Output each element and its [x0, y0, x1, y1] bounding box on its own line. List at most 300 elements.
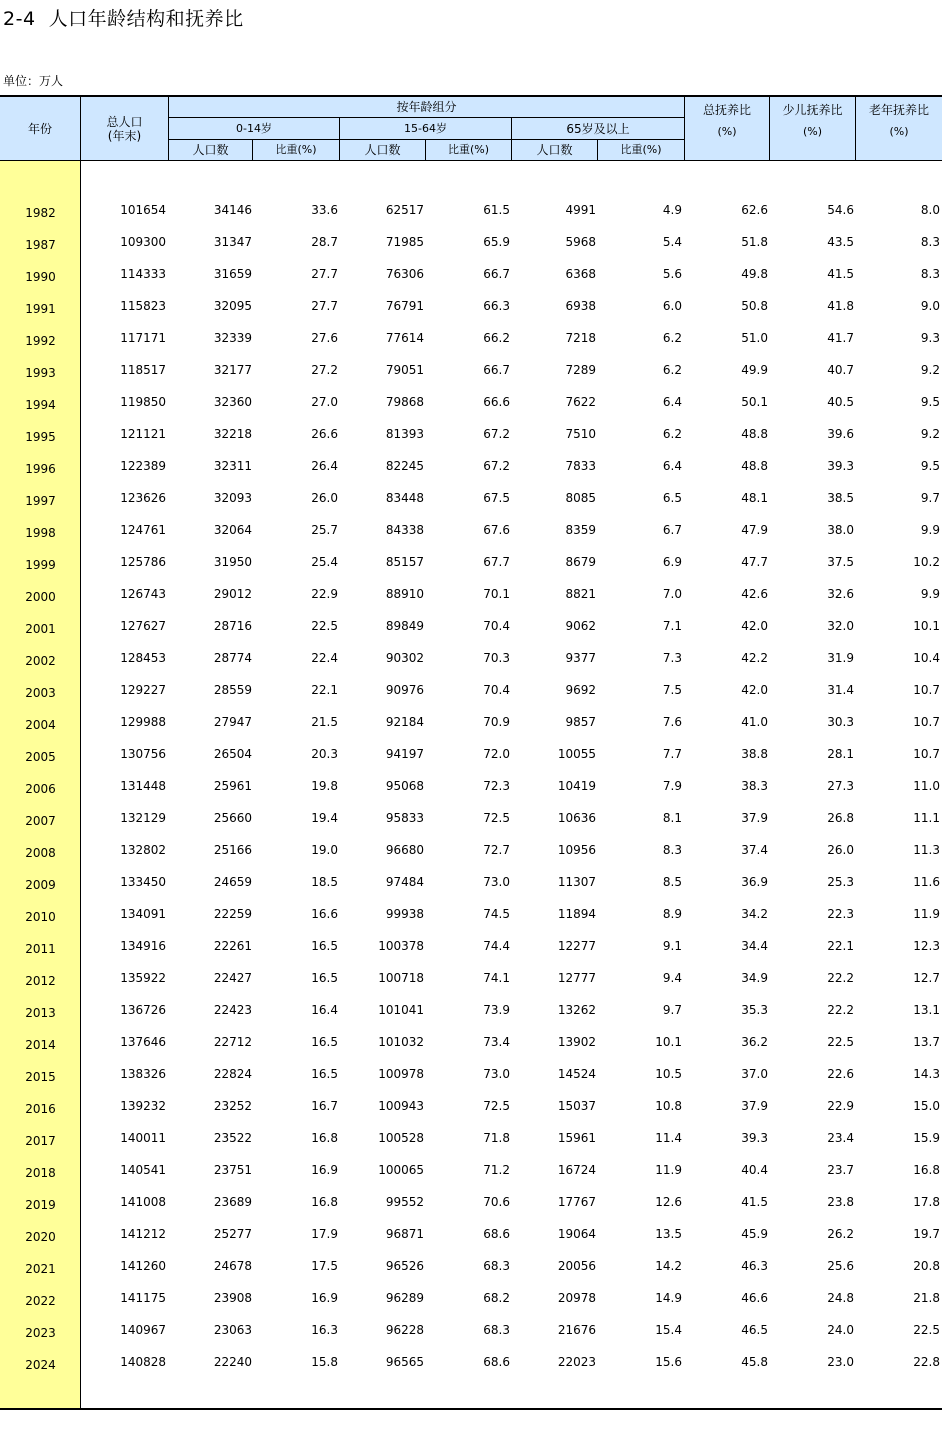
cell-pop-65-plus: 12777	[557, 971, 596, 985]
cell-pop-15-64: 85157	[385, 555, 424, 569]
cell-pop-65-plus: 8821	[565, 587, 596, 601]
cell-child-dependency: 26.0	[827, 843, 854, 857]
table-row	[0, 393, 942, 425]
cell-share-15-64: 68.6	[483, 1227, 510, 1241]
cell-child-dependency: 25.3	[827, 875, 854, 889]
cell-old-dependency: 9.5	[920, 395, 940, 409]
table-row	[0, 1353, 942, 1385]
cell-pop-15-64: 94197	[385, 747, 424, 761]
cell-total-dependency: 42.2	[741, 651, 768, 665]
table-row	[0, 617, 942, 649]
cell-total-dependency: 48.1	[741, 491, 768, 505]
cell-pop-15-64: 100378	[378, 939, 424, 953]
cell-pop-65-plus: 20978	[557, 1291, 596, 1305]
cell-total-dependency: 50.1	[741, 395, 768, 409]
cell-pop-0-14: 25961	[213, 779, 252, 793]
cell-old-dependency: 12.3	[913, 939, 940, 953]
cell-share-65-plus: 8.3	[662, 843, 682, 857]
table-row	[0, 905, 942, 937]
cell-pop-15-64: 100978	[378, 1067, 424, 1081]
cell-pop-0-14: 22240	[213, 1355, 252, 1369]
cell-pop-15-64: 79051	[385, 363, 424, 377]
cell-pop-65-plus: 9692	[565, 683, 596, 697]
cell-year: 1990	[25, 270, 56, 284]
cell-pop-0-14: 32311	[213, 459, 252, 473]
table-row	[0, 489, 942, 521]
cell-total-population: 128453	[120, 651, 166, 665]
cell-pop-15-64: 90302	[385, 651, 424, 665]
table-row	[0, 457, 942, 489]
cell-old-dependency: 10.4	[913, 651, 940, 665]
cell-share-65-plus: 6.7	[662, 523, 682, 537]
cell-year: 2003	[25, 686, 56, 700]
cell-old-dependency: 13.1	[913, 1003, 940, 1017]
cell-old-dependency: 8.0	[920, 203, 940, 217]
header-age-group: 按年龄组分	[396, 100, 457, 114]
cell-pop-15-64: 96565	[385, 1355, 424, 1369]
cell-pop-0-14: 25166	[213, 843, 252, 857]
header-pop-15-64: 人口数	[364, 143, 401, 157]
cell-share-0-14: 16.5	[311, 971, 338, 985]
cell-old-dependency: 10.2	[913, 555, 940, 569]
cell-pop-65-plus: 9062	[565, 619, 596, 633]
cell-year: 2012	[25, 974, 56, 988]
cell-share-15-64: 67.7	[483, 555, 510, 569]
header-total-dependency: 总抚养比	[702, 103, 751, 117]
cell-share-65-plus: 5.4	[662, 235, 682, 249]
cell-share-15-64: 67.2	[483, 427, 510, 441]
cell-pop-65-plus: 15037	[557, 1099, 596, 1113]
cell-pop-0-14: 28716	[213, 619, 252, 633]
cell-child-dependency: 31.4	[827, 683, 854, 697]
cell-child-dependency: 23.4	[827, 1131, 854, 1145]
cell-pop-0-14: 32093	[213, 491, 252, 505]
cell-pop-65-plus: 22023	[557, 1355, 596, 1369]
cell-pop-15-64: 77614	[385, 331, 424, 345]
cell-total-dependency: 45.9	[741, 1227, 768, 1241]
cell-pop-15-64: 79868	[385, 395, 424, 409]
cell-total-dependency: 42.0	[741, 683, 768, 697]
cell-old-dependency: 22.8	[913, 1355, 940, 1369]
table-row	[0, 265, 942, 297]
cell-pop-0-14: 29012	[213, 587, 252, 601]
cell-pop-0-14: 32095	[213, 299, 252, 313]
cell-old-dependency: 19.7	[913, 1227, 940, 1241]
cell-total-population: 132802	[120, 843, 166, 857]
cell-child-dependency: 38.0	[827, 523, 854, 537]
cell-total-population: 123626	[120, 491, 166, 505]
cell-share-0-14: 16.4	[311, 1003, 338, 1017]
cell-pop-15-64: 99938	[385, 907, 424, 921]
cell-old-dependency: 9.5	[920, 459, 940, 473]
cell-total-dependency: 37.4	[741, 843, 768, 857]
cell-total-population: 129988	[120, 715, 166, 729]
cell-total-population: 140541	[120, 1163, 166, 1177]
cell-total-population: 117171	[120, 331, 166, 345]
cell-total-population: 127627	[120, 619, 166, 633]
cell-share-15-64: 70.1	[483, 587, 510, 601]
cell-year: 2008	[25, 846, 56, 860]
cell-total-dependency: 37.9	[741, 811, 768, 825]
cell-pop-0-14: 32339	[213, 331, 252, 345]
cell-child-dependency: 25.6	[827, 1259, 854, 1273]
cell-share-15-64: 74.1	[483, 971, 510, 985]
cell-old-dependency: 11.1	[913, 811, 940, 825]
cell-share-15-64: 72.0	[483, 747, 510, 761]
table-row	[0, 681, 942, 713]
cell-pop-0-14: 23063	[213, 1323, 252, 1337]
cell-pop-0-14: 31347	[213, 235, 252, 249]
header-group-15-64: 15-64岁	[404, 121, 447, 135]
cell-total-dependency: 39.3	[741, 1131, 768, 1145]
cell-share-65-plus: 10.5	[655, 1067, 682, 1081]
cell-child-dependency: 32.6	[827, 587, 854, 601]
cell-old-dependency: 8.3	[920, 235, 940, 249]
cell-share-65-plus: 6.4	[662, 395, 682, 409]
cell-pop-0-14: 32064	[213, 523, 252, 537]
cell-share-0-14: 22.1	[311, 683, 338, 697]
cell-old-dependency: 11.6	[913, 875, 940, 889]
cell-total-population: 137646	[120, 1035, 166, 1049]
cell-share-15-64: 66.3	[483, 299, 510, 313]
cell-child-dependency: 31.9	[827, 651, 854, 665]
cell-child-dependency: 26.8	[827, 811, 854, 825]
cell-share-65-plus: 10.1	[655, 1035, 682, 1049]
cell-share-15-64: 71.2	[483, 1163, 510, 1177]
cell-share-65-plus: 13.5	[655, 1227, 682, 1241]
cell-year: 2000	[25, 590, 56, 604]
cell-total-dependency: 45.8	[741, 1355, 768, 1369]
cell-total-population: 119850	[120, 395, 166, 409]
cell-old-dependency: 10.1	[913, 619, 940, 633]
cell-share-15-64: 72.7	[483, 843, 510, 857]
cell-share-65-plus: 14.9	[655, 1291, 682, 1305]
cell-pop-0-14: 23751	[213, 1163, 252, 1177]
cell-share-0-14: 16.5	[311, 1067, 338, 1081]
cell-pop-15-64: 84338	[385, 523, 424, 537]
cell-year: 1991	[25, 302, 56, 316]
cell-total-dependency: 49.9	[741, 363, 768, 377]
cell-child-dependency: 22.6	[827, 1067, 854, 1081]
cell-share-15-64: 70.4	[483, 619, 510, 633]
header-old-dependency-unit: (%)	[889, 125, 909, 138]
cell-child-dependency: 24.0	[827, 1323, 854, 1337]
cell-total-population: 140828	[120, 1355, 166, 1369]
table-row	[0, 521, 942, 553]
cell-old-dependency: 10.7	[913, 683, 940, 697]
cell-pop-15-64: 95068	[385, 779, 424, 793]
cell-year: 1995	[25, 430, 56, 444]
cell-pop-0-14: 22427	[213, 971, 252, 985]
cell-year: 2017	[25, 1134, 56, 1148]
cell-total-population: 125786	[120, 555, 166, 569]
cell-pop-0-14: 24678	[213, 1259, 252, 1273]
cell-year: 2001	[25, 622, 56, 636]
cell-child-dependency: 32.0	[827, 619, 854, 633]
cell-share-65-plus: 14.2	[655, 1259, 682, 1273]
cell-share-0-14: 19.4	[311, 811, 338, 825]
cell-year: 2004	[25, 718, 56, 732]
cell-old-dependency: 17.8	[913, 1195, 940, 1209]
cell-pop-65-plus: 7289	[565, 363, 596, 377]
cell-total-population: 114333	[120, 267, 166, 281]
cell-year: 2016	[25, 1102, 56, 1116]
cell-total-dependency: 47.9	[741, 523, 768, 537]
header-total-dependency-unit: (%)	[717, 125, 737, 138]
cell-total-population: 134091	[120, 907, 166, 921]
cell-pop-0-14: 22423	[213, 1003, 252, 1017]
table-row	[0, 937, 942, 969]
table-row	[0, 425, 942, 457]
cell-total-population: 136726	[120, 1003, 166, 1017]
cell-share-0-14: 16.6	[311, 907, 338, 921]
cell-pop-65-plus: 7510	[565, 427, 596, 441]
cell-total-dependency: 46.5	[741, 1323, 768, 1337]
cell-pop-65-plus: 9377	[565, 651, 596, 665]
cell-share-0-14: 25.7	[311, 523, 338, 537]
table-row	[0, 329, 942, 361]
cell-total-dependency: 41.0	[741, 715, 768, 729]
cell-share-65-plus: 6.2	[662, 331, 682, 345]
cell-share-15-64: 67.2	[483, 459, 510, 473]
cell-child-dependency: 22.9	[827, 1099, 854, 1113]
cell-pop-65-plus: 11894	[557, 907, 596, 921]
table-row	[0, 1097, 942, 1129]
cell-old-dependency: 14.3	[913, 1067, 940, 1081]
cell-year: 2011	[25, 942, 56, 956]
cell-share-0-14: 16.7	[311, 1099, 338, 1113]
cell-share-0-14: 28.7	[311, 235, 338, 249]
cell-share-0-14: 27.6	[311, 331, 338, 345]
cell-pop-15-64: 82245	[385, 459, 424, 473]
cell-old-dependency: 9.2	[920, 427, 940, 441]
header-old-dependency: 老年抚养比	[868, 103, 929, 117]
cell-share-15-64: 68.2	[483, 1291, 510, 1305]
cell-share-0-14: 16.5	[311, 1035, 338, 1049]
cell-pop-0-14: 32218	[213, 427, 252, 441]
cell-child-dependency: 39.3	[827, 459, 854, 473]
cell-pop-0-14: 31659	[213, 267, 252, 281]
cell-pop-65-plus: 8679	[565, 555, 596, 569]
cell-share-65-plus: 6.4	[662, 459, 682, 473]
cell-child-dependency: 22.3	[827, 907, 854, 921]
cell-child-dependency: 54.6	[827, 203, 854, 217]
cell-year: 2022	[25, 1294, 56, 1308]
cell-year: 1987	[25, 238, 56, 252]
cell-pop-65-plus: 10419	[557, 779, 596, 793]
cell-pop-15-64: 71985	[385, 235, 424, 249]
header-share-65-plus: 比重(%)	[620, 143, 662, 156]
cell-pop-15-64: 100943	[378, 1099, 424, 1113]
cell-share-15-64: 66.7	[483, 363, 510, 377]
cell-pop-15-64: 96526	[385, 1259, 424, 1273]
cell-total-dependency: 46.6	[741, 1291, 768, 1305]
cell-share-65-plus: 11.9	[655, 1163, 682, 1177]
table-bottom-rule	[0, 1408, 942, 1410]
cell-old-dependency: 16.8	[913, 1163, 940, 1177]
cell-child-dependency: 38.5	[827, 491, 854, 505]
cell-year: 2010	[25, 910, 56, 924]
cell-old-dependency: 13.7	[913, 1035, 940, 1049]
cell-pop-0-14: 28774	[213, 651, 252, 665]
cell-pop-65-plus: 20056	[557, 1259, 596, 1273]
cell-share-65-plus: 15.4	[655, 1323, 682, 1337]
cell-child-dependency: 30.3	[827, 715, 854, 729]
cell-share-65-plus: 8.9	[662, 907, 682, 921]
cell-old-dependency: 9.9	[920, 587, 940, 601]
cell-old-dependency: 9.7	[920, 491, 940, 505]
cell-total-population: 140967	[120, 1323, 166, 1337]
cell-share-0-14: 27.7	[311, 267, 338, 281]
header-group-0-14: 0-14岁	[236, 121, 272, 135]
cell-share-65-plus: 7.7	[662, 747, 682, 761]
cell-pop-65-plus: 9857	[565, 715, 596, 729]
cell-child-dependency: 39.6	[827, 427, 854, 441]
cell-share-0-14: 16.9	[311, 1163, 338, 1177]
cell-child-dependency: 22.1	[827, 939, 854, 953]
cell-child-dependency: 41.7	[827, 331, 854, 345]
cell-pop-65-plus: 13262	[557, 1003, 596, 1017]
cell-total-population: 139232	[120, 1099, 166, 1113]
cell-old-dependency: 10.7	[913, 715, 940, 729]
table-row	[0, 1001, 942, 1033]
cell-old-dependency: 11.0	[913, 779, 940, 793]
cell-pop-15-64: 100528	[378, 1131, 424, 1145]
cell-pop-0-14: 32360	[213, 395, 252, 409]
cell-share-0-14: 16.8	[311, 1195, 338, 1209]
cell-pop-65-plus: 16724	[557, 1163, 596, 1177]
cell-pop-65-plus: 11307	[557, 875, 596, 889]
cell-pop-65-plus: 7833	[565, 459, 596, 473]
table-row	[0, 201, 942, 233]
cell-total-dependency: 34.2	[741, 907, 768, 921]
cell-total-dependency: 51.8	[741, 235, 768, 249]
cell-old-dependency: 9.0	[920, 299, 940, 313]
cell-share-15-64: 70.9	[483, 715, 510, 729]
cell-total-dependency: 50.8	[741, 299, 768, 313]
cell-pop-15-64: 83448	[385, 491, 424, 505]
cell-pop-65-plus: 10636	[557, 811, 596, 825]
table-row	[0, 649, 942, 681]
cell-total-dependency: 42.0	[741, 619, 768, 633]
cell-share-0-14: 26.4	[311, 459, 338, 473]
cell-share-15-64: 72.5	[483, 811, 510, 825]
table-row	[0, 777, 942, 809]
cell-share-65-plus: 6.0	[662, 299, 682, 313]
cell-share-65-plus: 7.3	[662, 651, 682, 665]
cell-total-population: 129227	[120, 683, 166, 697]
cell-pop-0-14: 24659	[213, 875, 252, 889]
cell-year: 2014	[25, 1038, 56, 1052]
cell-share-0-14: 16.3	[311, 1323, 338, 1337]
cell-pop-65-plus: 14524	[557, 1067, 596, 1081]
cell-old-dependency: 15.0	[913, 1099, 940, 1113]
header-group-65-plus: 65岁及以上	[566, 121, 630, 136]
cell-share-0-14: 20.3	[311, 747, 338, 761]
cell-pop-65-plus: 10956	[557, 843, 596, 857]
cell-share-0-14: 33.6	[311, 203, 338, 217]
table-row	[0, 1225, 942, 1257]
cell-share-15-64: 66.2	[483, 331, 510, 345]
table-row	[0, 361, 942, 393]
cell-total-population: 133450	[120, 875, 166, 889]
cell-total-population: 130756	[120, 747, 166, 761]
cell-share-65-plus: 12.6	[655, 1195, 682, 1209]
cell-year: 1999	[25, 558, 56, 572]
cell-share-65-plus: 4.9	[662, 203, 682, 217]
cell-pop-0-14: 22824	[213, 1067, 252, 1081]
page-title: 2-4 人口年龄结构和抚养比	[3, 8, 244, 30]
table-row	[0, 873, 942, 905]
cell-pop-0-14: 23689	[213, 1195, 252, 1209]
cell-total-population: 124761	[120, 523, 166, 537]
cell-share-0-14: 16.5	[311, 939, 338, 953]
cell-child-dependency: 26.2	[827, 1227, 854, 1241]
cell-year: 1994	[25, 398, 56, 412]
cell-share-65-plus: 7.6	[662, 715, 682, 729]
cell-pop-15-64: 99552	[385, 1195, 424, 1209]
cell-pop-15-64: 88910	[385, 587, 424, 601]
header-pop-0-14: 人口数	[192, 143, 229, 157]
cell-pop-15-64: 81393	[385, 427, 424, 441]
cell-share-15-64: 74.4	[483, 939, 510, 953]
cell-share-15-64: 70.3	[483, 651, 510, 665]
table-row	[0, 745, 942, 777]
cell-share-15-64: 74.5	[483, 907, 510, 921]
table-row	[0, 1129, 942, 1161]
table-row	[0, 233, 942, 265]
cell-share-15-64: 68.6	[483, 1355, 510, 1369]
cell-total-population: 126743	[120, 587, 166, 601]
cell-pop-0-14: 31950	[213, 555, 252, 569]
cell-pop-65-plus: 13902	[557, 1035, 596, 1049]
cell-pop-15-64: 90976	[385, 683, 424, 697]
cell-share-0-14: 27.7	[311, 299, 338, 313]
cell-share-0-14: 27.2	[311, 363, 338, 377]
cell-child-dependency: 40.5	[827, 395, 854, 409]
cell-share-65-plus: 10.8	[655, 1099, 682, 1113]
cell-share-65-plus: 6.9	[662, 555, 682, 569]
cell-pop-0-14: 23908	[213, 1291, 252, 1305]
cell-share-65-plus: 7.0	[662, 587, 682, 601]
cell-year: 2024	[25, 1358, 56, 1372]
cell-total-population: 134916	[120, 939, 166, 953]
cell-share-0-14: 21.5	[311, 715, 338, 729]
cell-total-population: 141212	[120, 1227, 166, 1241]
cell-total-dependency: 62.6	[741, 203, 768, 217]
cell-share-0-14: 16.9	[311, 1291, 338, 1305]
cell-pop-0-14: 26504	[213, 747, 252, 761]
cell-share-0-14: 15.8	[311, 1355, 338, 1369]
cell-old-dependency: 11.3	[913, 843, 940, 857]
cell-child-dependency: 41.8	[827, 299, 854, 313]
cell-total-dependency: 36.9	[741, 875, 768, 889]
cell-share-65-plus: 9.4	[662, 971, 682, 985]
cell-share-0-14: 22.4	[311, 651, 338, 665]
cell-pop-15-64: 76306	[385, 267, 424, 281]
cell-year: 2002	[25, 654, 56, 668]
cell-pop-65-plus: 7622	[565, 395, 596, 409]
cell-share-0-14: 17.9	[311, 1227, 338, 1241]
cell-child-dependency: 27.3	[827, 779, 854, 793]
cell-year: 2015	[25, 1070, 56, 1084]
cell-year: 1982	[25, 206, 56, 220]
table-row	[0, 1065, 942, 1097]
cell-total-population: 101654	[120, 203, 166, 217]
header-pop-65-plus: 人口数	[536, 143, 573, 157]
table-row	[0, 1033, 942, 1065]
header-child-dependency: 少儿抚养比	[782, 103, 843, 117]
